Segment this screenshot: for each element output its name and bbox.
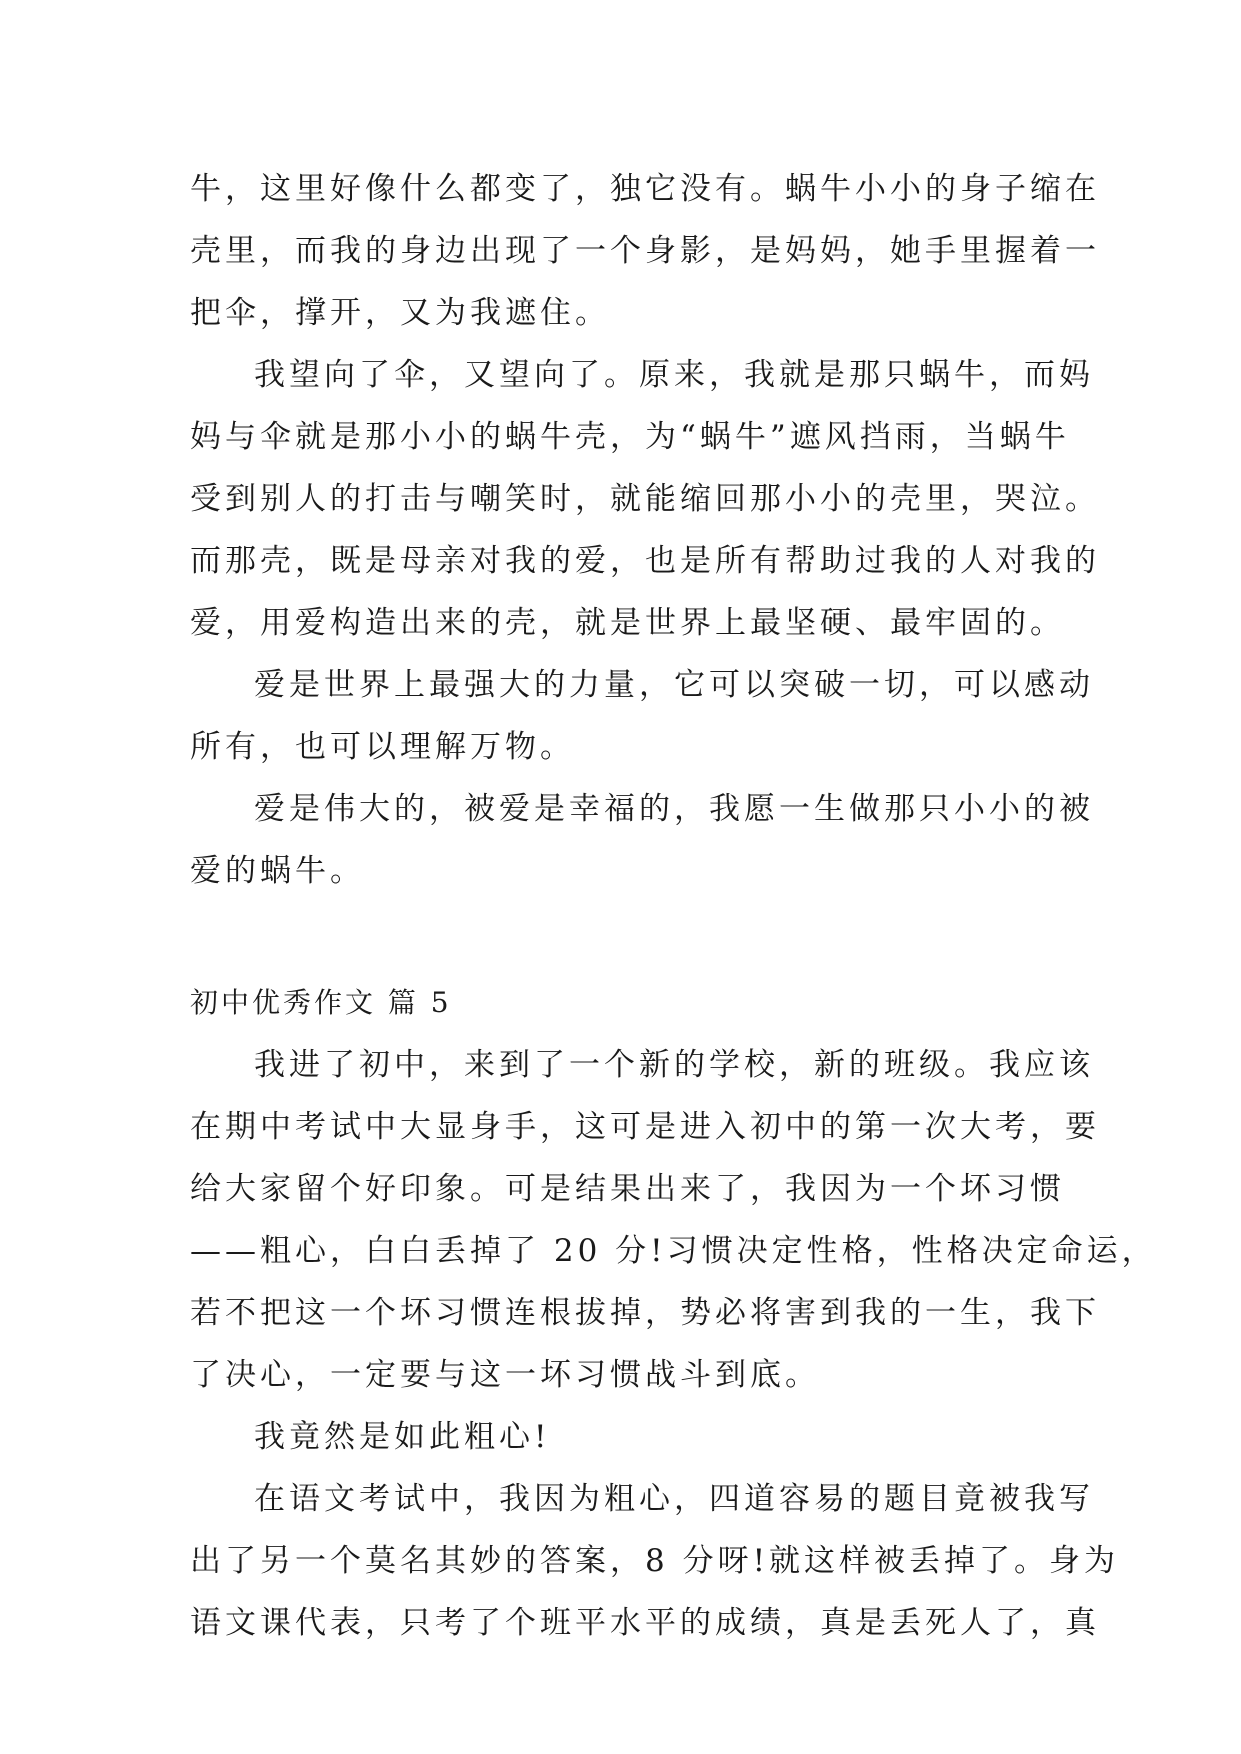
- paragraph: [190, 344, 1100, 654]
- spacer: [190, 902, 1060, 972]
- paragraph: [190, 1406, 1060, 1468]
- paragraph: [190, 1468, 1120, 1654]
- text-line: ——粗心，白白丢掉了 20 分!习惯决定性格，性格决定命运，: [190, 1233, 1157, 1269]
- paragraph: [190, 778, 1094, 902]
- paragraph: [190, 1034, 1157, 1406]
- essay-heading: 初中优秀作文 篇 5: [190, 986, 452, 1019]
- text-line: 而那壳，既是母亲对我的爱，也是所有帮助过我的人对我的: [190, 543, 1100, 579]
- text-line: 我望向了伞，又望向了。原来，我就是那只蜗牛，而妈: [254, 357, 1094, 393]
- text-line: 受到别人的打击与嘲笑时，就能缩回那小小的壳里，哭泣。: [190, 481, 1100, 517]
- document-page: [190, 158, 1157, 1654]
- text-line: 爱的蜗牛。: [190, 853, 365, 889]
- text-line: 牛，这里好像什么都变了，独它没有。蜗牛小小的身子缩在: [190, 171, 1100, 207]
- paragraph: [190, 654, 1094, 778]
- text-line: 在语文考试中，我因为粗心，四道容易的题目竟被我写: [254, 1481, 1094, 1517]
- text-line: 爱，用爱构造出来的壳，就是世界上最坚硬、最牢固的。: [190, 605, 1065, 641]
- text-line: 壳里，而我的身边出现了一个身影，是妈妈，她手里握着一: [190, 233, 1100, 269]
- text-line: 我竟然是如此粗心!: [254, 1419, 551, 1455]
- paragraph-continued: [190, 158, 1100, 344]
- text-line: 出了另一个莫名其妙的答案，8 分呀!就这样被丢掉了。身为: [190, 1543, 1120, 1579]
- text-line: 我进了初中，来到了一个新的学校，新的班级。我应该: [254, 1047, 1094, 1083]
- text-line: 了决心，一定要与这一坏习惯战斗到底。: [190, 1357, 820, 1393]
- text-line: 把伞，撑开，又为我遮住。: [190, 295, 610, 331]
- text-line: 语文课代表，只考了个班平水平的成绩，真是丢死人了，真: [190, 1605, 1100, 1641]
- text-line: 妈与伞就是那小小的蜗牛壳，为“蜗牛”遮风挡雨，当蜗牛: [190, 419, 1070, 455]
- text-line: 所有，也可以理解万物。: [190, 729, 575, 765]
- text-line: 爱是世界上最强大的力量，它可以突破一切，可以感动: [254, 667, 1094, 703]
- text-line: 给大家留个好印象。可是结果出来了，我因为一个坏习惯: [190, 1171, 1065, 1207]
- text-line: 爱是伟大的，被爱是幸福的，我愿一生做那只小小的被: [254, 791, 1094, 827]
- text-line: 若不把这一个坏习惯连根拔掉，势必将害到我的一生，我下: [190, 1295, 1100, 1331]
- text-line: 在期中考试中大显身手，这可是进入初中的第一次大考，要: [190, 1109, 1100, 1145]
